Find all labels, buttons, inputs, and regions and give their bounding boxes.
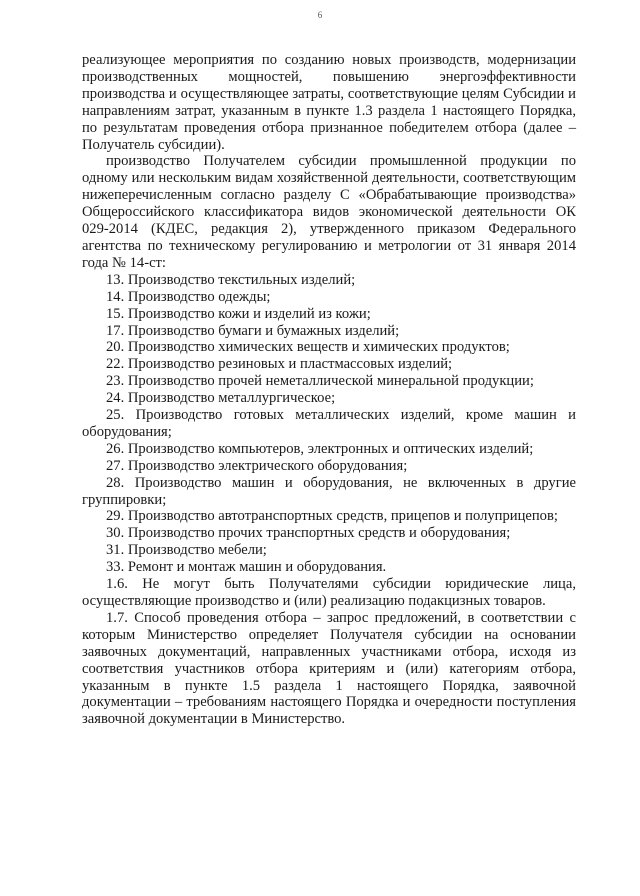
list-item: 17. Производство бумаги и бумажных изделий;	[106, 322, 400, 339]
list-item: 29. Производство автотранспортных средств, прицепов и полуприцепов;	[106, 508, 558, 525]
list-item: 25. Производство готовых металлических изделий, кроме машин и оборудования;	[82, 407, 576, 440]
list-item: 31. Производство мебели;	[106, 542, 267, 559]
document-body	[82, 52, 576, 728]
list-item: 23. Производство прочей неметаллической минеральной продукции;	[106, 373, 534, 390]
clause-1-7: 1.7. Способ проведения отбора – запрос предложений, в соответствии с которым Министерство определяет Получателя субсидии на основании заявочных документаций, направленных участниками отбора, исходя из соответствия участников отбора критериям и (или) категориям отбора, указанным в пункте 1.5 раздела 1 настоящего Порядка, заявочной документации – требованиям настоящего Порядка и очередности поступления заявочной документации в Министерство.	[82, 609, 576, 728]
activities-list	[82, 272, 576, 576]
list-item: 20. Производство химических веществ и химических продуктов;	[106, 339, 510, 356]
paragraph-production-requirement: производство Получателем субсидии промышленной продукции по одному или нескольким видам хозяйственной деятельности, соответствующим нижеперечисленным согласно разделу С «Обрабатывающие производства» Общероссийского классификатора видов экономической деятельности ОК 029-2014 (КДЕС, редакция 2), утвержденного приказом Федерального агентства по техническому регулированию и метрологии от 31 января 2014 года № 14-ст:	[82, 153, 576, 271]
list-item: 30. Производство прочих транспортных средств и оборудования;	[106, 525, 511, 542]
list-item: 24. Производство металлургическое;	[106, 390, 336, 407]
list-item: 22. Производство резиновых и пластмассовых изделий;	[106, 356, 453, 373]
list-item: 13. Производство текстильных изделий;	[106, 271, 356, 288]
list-item: 28. Производство машин и оборудования, не включенных в другие группировки;	[82, 474, 576, 508]
list-item: 14. Производство одежды;	[106, 288, 271, 305]
clause-1-6: 1.6. Не могут быть Получателями субсидии юридические лица, осуществляющие производство и (или) реализацию подакцизных товаров.	[82, 576, 576, 609]
page-number: 6	[317, 10, 323, 20]
list-item: 33. Ремонт и монтаж машин и оборудования.	[106, 559, 387, 576]
paragraph-recipient-definition: реализующее мероприятия по созданию новых производств, модернизации производственных мощностей, повышению энергоэффективности производства и осуществляющее затраты, соответствующие целям Субсидии и направлениям затрат, указанным в пункте 1.3 раздела 1 настоящего Порядка, по результатам проведения отбора признанное победителем отбора (далее – Получатель субсидии).	[82, 52, 576, 153]
list-item: 26. Производство компьютеров, электронных и оптических изделий;	[106, 440, 534, 457]
list-item: 27. Производство электрического оборудования;	[106, 457, 408, 474]
list-item: 15. Производство кожи и изделий из кожи;	[106, 305, 371, 322]
